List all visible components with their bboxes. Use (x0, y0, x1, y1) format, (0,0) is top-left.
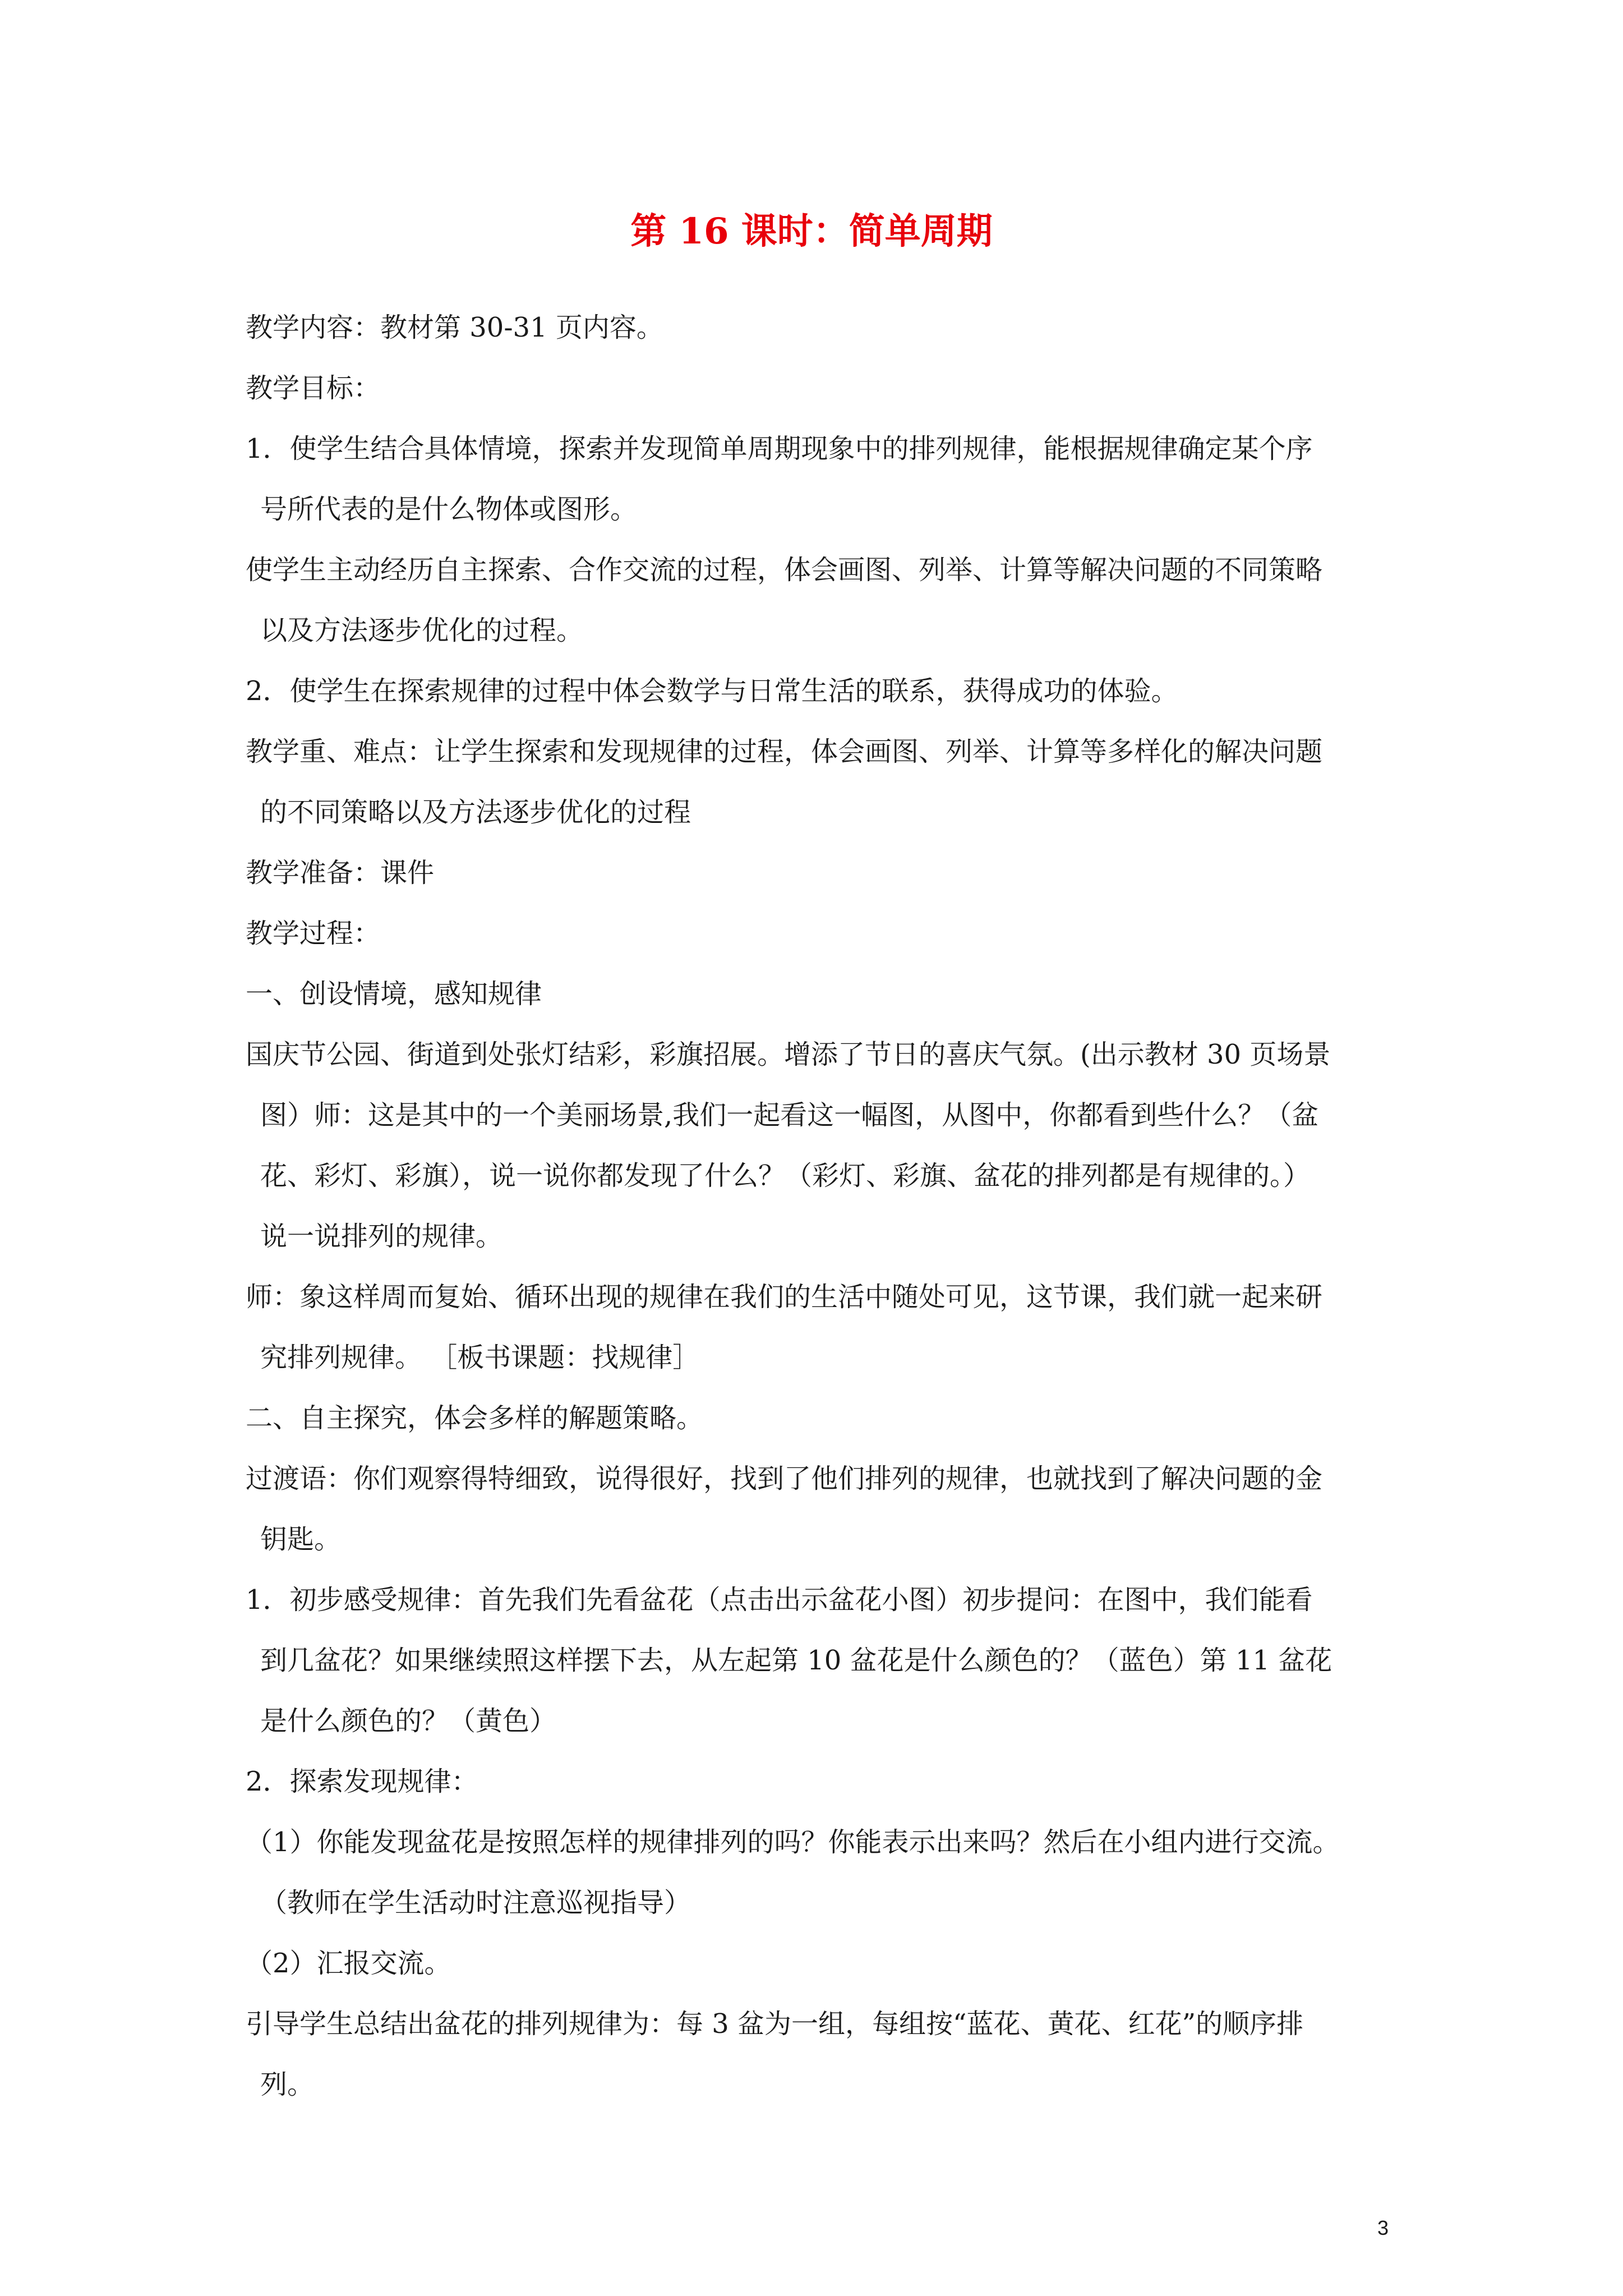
text-line: 教学内容：教材第 30-31 页内容。 (246, 312, 663, 343)
text-line: 引导学生总结出盆花的排列规律为：每 3 盆为一组，每组按“蓝花、黄花、红花”的顺序排 (246, 2008, 1304, 2040)
text-line: （教师在学生活动时注意巡视指导） (260, 1887, 691, 1918)
document-body (246, 297, 1390, 2115)
text-line: 2．探索发现规律： (246, 1766, 478, 1797)
text-line: 的不同策略以及方法逐步优化的过程 (260, 797, 691, 828)
text-line: 钥匙。 (260, 1524, 342, 1555)
text-line: 是什么颜色的？（黄色） (260, 1705, 557, 1737)
text-line: 图）师：这是其中的一个美丽场景,我们一起看这一幅图，从图中，你都看到些什么？（盆 (260, 1099, 1319, 1131)
text-line: 使学生主动经历自主探索、合作交流的过程，体会画图、列举、计算等解决问题的不同策略 (246, 554, 1323, 586)
text-line: 究排列规律。 ［板书课题：找规律］ (260, 1342, 700, 1373)
text-line: 花、彩灯、彩旗），说一说你都发现了什么？（彩灯、彩旗、盆花的排列都是有规律的。） (260, 1160, 1311, 1191)
text-line: 1．使学生结合具体情境，探索并发现简单周期现象中的排列规律，能根据规律确定某个序 (246, 433, 1313, 464)
page-number: 3 (1377, 2216, 1389, 2239)
text-line: 列。 (260, 2069, 315, 2100)
text-line: 师：象这样周而复始、循环出现的规律在我们的生活中随处可见，这节课，我们就一起来研 (246, 1281, 1323, 1313)
text-line: 过渡语：你们观察得特细致，说得很好，找到了他们排列的规律，也就找到了解决问题的金 (246, 1463, 1323, 1494)
text-line: 一、创设情境，感知规律 (246, 978, 542, 1010)
text-line: 以及方法逐步优化的过程。 (260, 615, 584, 646)
text-line: 2．使学生在探索规律的过程中体会数学与日常生活的联系，获得成功的体验。 (246, 675, 1178, 707)
text-line: 教学重、难点：让学生探索和发现规律的过程，体会画图、列举、计算等多样化的解决问题 (246, 736, 1323, 767)
text-line: （2）汇报交流。 (246, 1948, 451, 1979)
text-line: 说一说排列的规律。 (260, 1221, 503, 1252)
text-line: （1）你能发现盆花是按照怎样的规律排列的吗？你能表示出来吗？然后在小组内进行交流。 (246, 1826, 1340, 1858)
text-line: 1．初步感受规律：首先我们先看盆花（点击出示盆花小图）初步提问：在图中，我们能看 (246, 1584, 1313, 1616)
text-line: 教学准备：课件 (246, 857, 435, 889)
text-line: 国庆节公园、街道到处张灯结彩，彩旗招展。增添了节日的喜庆气氛。(出示教材 30 页场景 (246, 1039, 1331, 1070)
text-line: 教学过程： (246, 918, 381, 949)
text-line: 号所代表的是什么物体或图形。 (260, 494, 638, 525)
text-line: 到几盆花？如果继续照这样摆下去，从左起第 10 盆花是什么颜色的？（蓝色）第 11 盆花 (260, 1645, 1332, 1676)
text-line: 二、自主探究，体会多样的解题策略。 (246, 1402, 704, 1434)
lesson-title: 第 16 课时：简单周期 (630, 210, 993, 252)
text-line: 教学目标： (246, 372, 381, 404)
